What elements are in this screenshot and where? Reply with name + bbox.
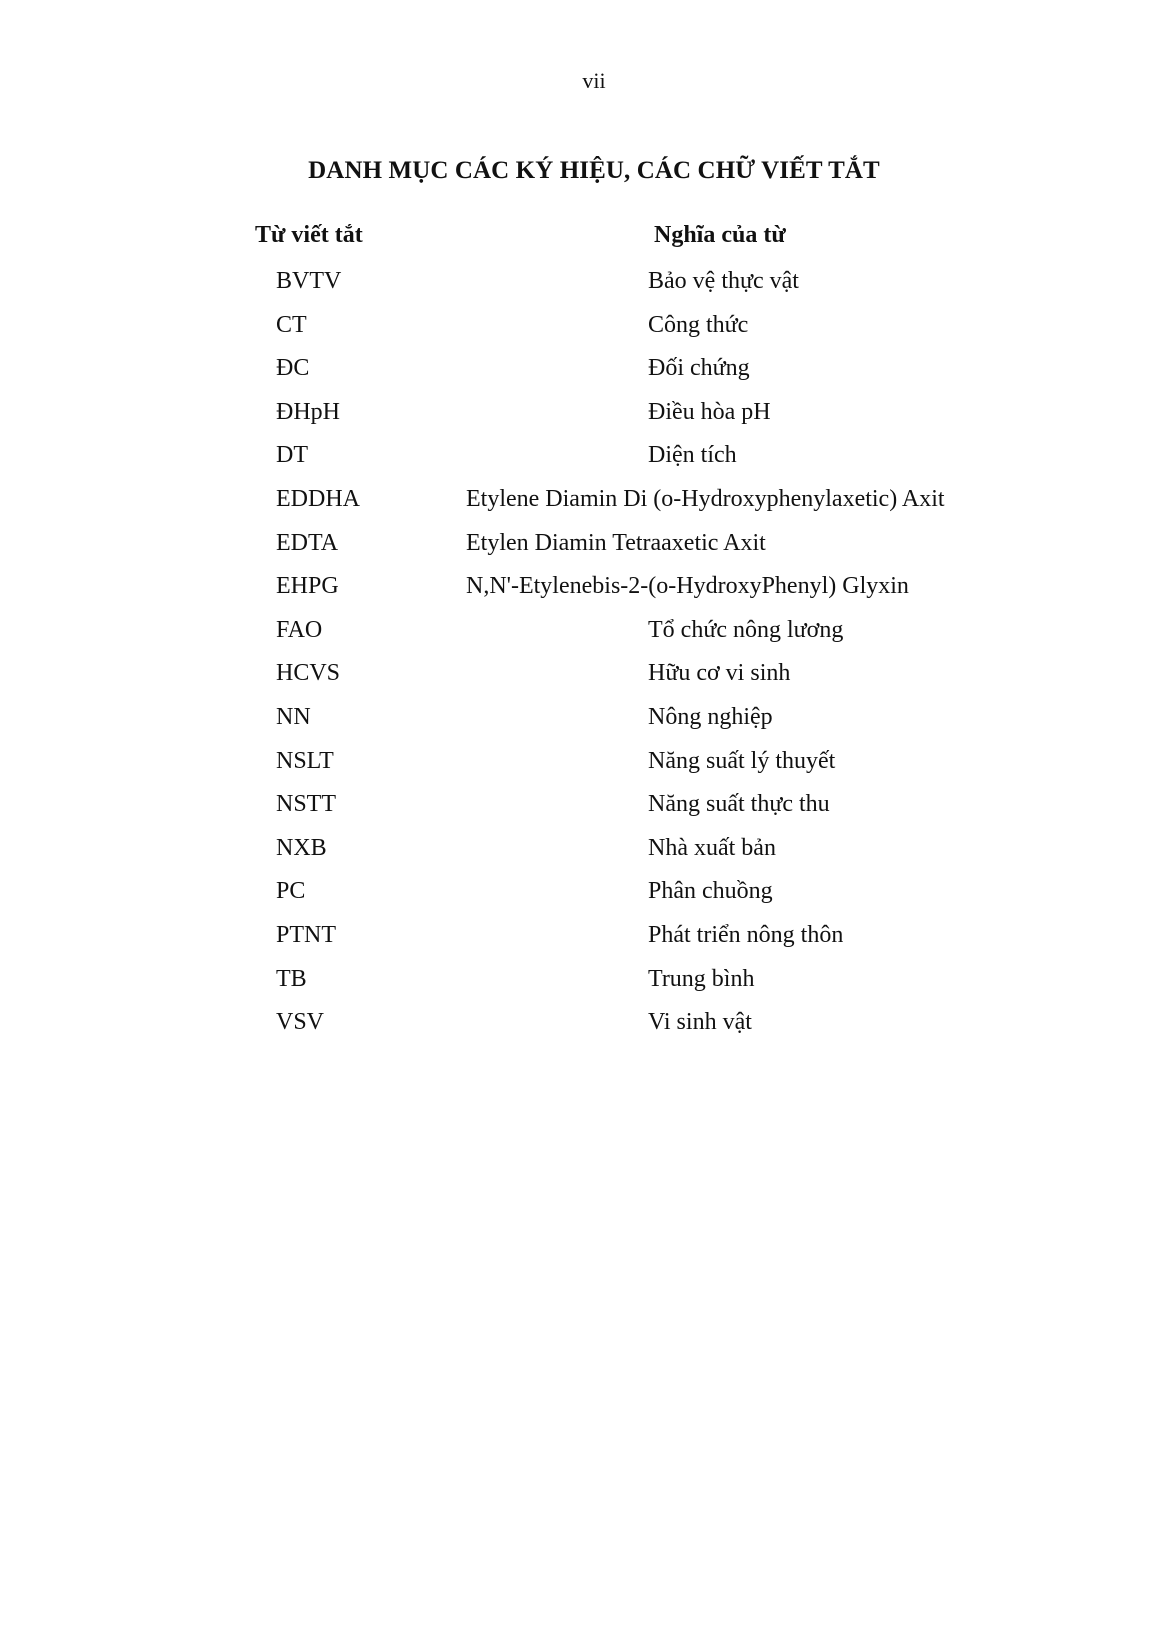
abbreviation-cell: EHPG	[276, 573, 339, 600]
page-title: DANH MỤC CÁC KÝ HIỆU, CÁC CHỮ VIẾT TẮT	[308, 157, 880, 184]
meaning-cell: Diện tích	[648, 442, 737, 469]
table-row	[0, 573, 1158, 617]
table-row	[0, 1009, 1158, 1053]
table-row	[0, 878, 1158, 922]
abbreviation-cell: PTNT	[276, 921, 336, 948]
meaning-cell: Phân chuồng	[648, 878, 773, 905]
abbreviation-cell: HCVS	[276, 660, 341, 687]
abbreviation-cell: VSV	[276, 1009, 325, 1036]
table-row	[0, 748, 1158, 792]
abbreviation-list	[0, 268, 1158, 1053]
abbreviation-cell: TB	[276, 965, 307, 992]
meaning-cell: Bảo vệ thực vật	[648, 268, 799, 294]
meaning-cell: Năng suất lý thuyết	[648, 747, 836, 774]
abbreviation-cell: ĐC	[276, 355, 310, 382]
table-row	[0, 399, 1158, 443]
abbreviation-cell: ĐHpH	[276, 398, 340, 425]
abbreviation-cell: EDTA	[276, 529, 339, 556]
table-row	[0, 442, 1158, 486]
table-row	[0, 835, 1158, 879]
abbreviation-cell: DT	[276, 442, 308, 469]
meaning-cell: Đối chứng	[648, 355, 750, 382]
column-header-abbreviation: Từ viết tắt	[255, 222, 363, 248]
meaning-cell: Nhà xuất bản	[648, 834, 776, 861]
table-row	[0, 791, 1158, 835]
meaning-cell: Nông nghiệp	[648, 703, 773, 730]
table-row	[0, 704, 1158, 748]
meaning-cell: Tổ chức nông lương	[648, 616, 844, 643]
table-row	[0, 486, 1158, 530]
abbreviation-cell: NXB	[276, 834, 327, 861]
table-row	[0, 966, 1158, 1010]
meaning-cell: Hữu cơ vi sinh	[648, 660, 791, 687]
abbreviation-cell: BVTV	[276, 268, 342, 294]
abbreviation-cell: PC	[276, 878, 306, 905]
meaning-cell: N,N'-Etylenebis-2-(o-HydroxyPhenyl) Glyxin	[466, 573, 909, 600]
table-row	[0, 312, 1158, 356]
table-row	[0, 660, 1158, 704]
table-row	[0, 922, 1158, 966]
column-header-meaning: Nghĩa của từ	[654, 222, 786, 248]
meaning-cell: Vi sinh vật	[648, 1009, 752, 1036]
abbreviation-cell: CT	[276, 311, 307, 338]
abbreviation-cell: FAO	[276, 616, 323, 643]
meaning-cell: Trung bình	[648, 965, 755, 992]
meaning-cell: Phát triển nông thôn	[648, 921, 844, 948]
meaning-cell: Etylene Diamin Di (o-Hydroxyphenylaxetic) Axit	[466, 485, 945, 512]
abbreviation-cell: NSLT	[276, 747, 334, 774]
abbreviation-cell: NSTT	[276, 791, 336, 818]
meaning-cell: Năng suất thực thu	[648, 791, 830, 818]
abbreviation-cell: NN	[276, 703, 311, 730]
table-row	[0, 355, 1158, 399]
abbreviation-cell: EDDHA	[276, 485, 360, 512]
page-number: vii	[582, 68, 606, 93]
table-row	[0, 268, 1158, 312]
table-row	[0, 530, 1158, 574]
meaning-cell: Công thức	[648, 311, 749, 338]
meaning-cell: Etylen Diamin Tetraaxetic Axit	[466, 529, 766, 556]
meaning-cell: Điều hòa pH	[648, 398, 771, 425]
table-row	[0, 617, 1158, 661]
